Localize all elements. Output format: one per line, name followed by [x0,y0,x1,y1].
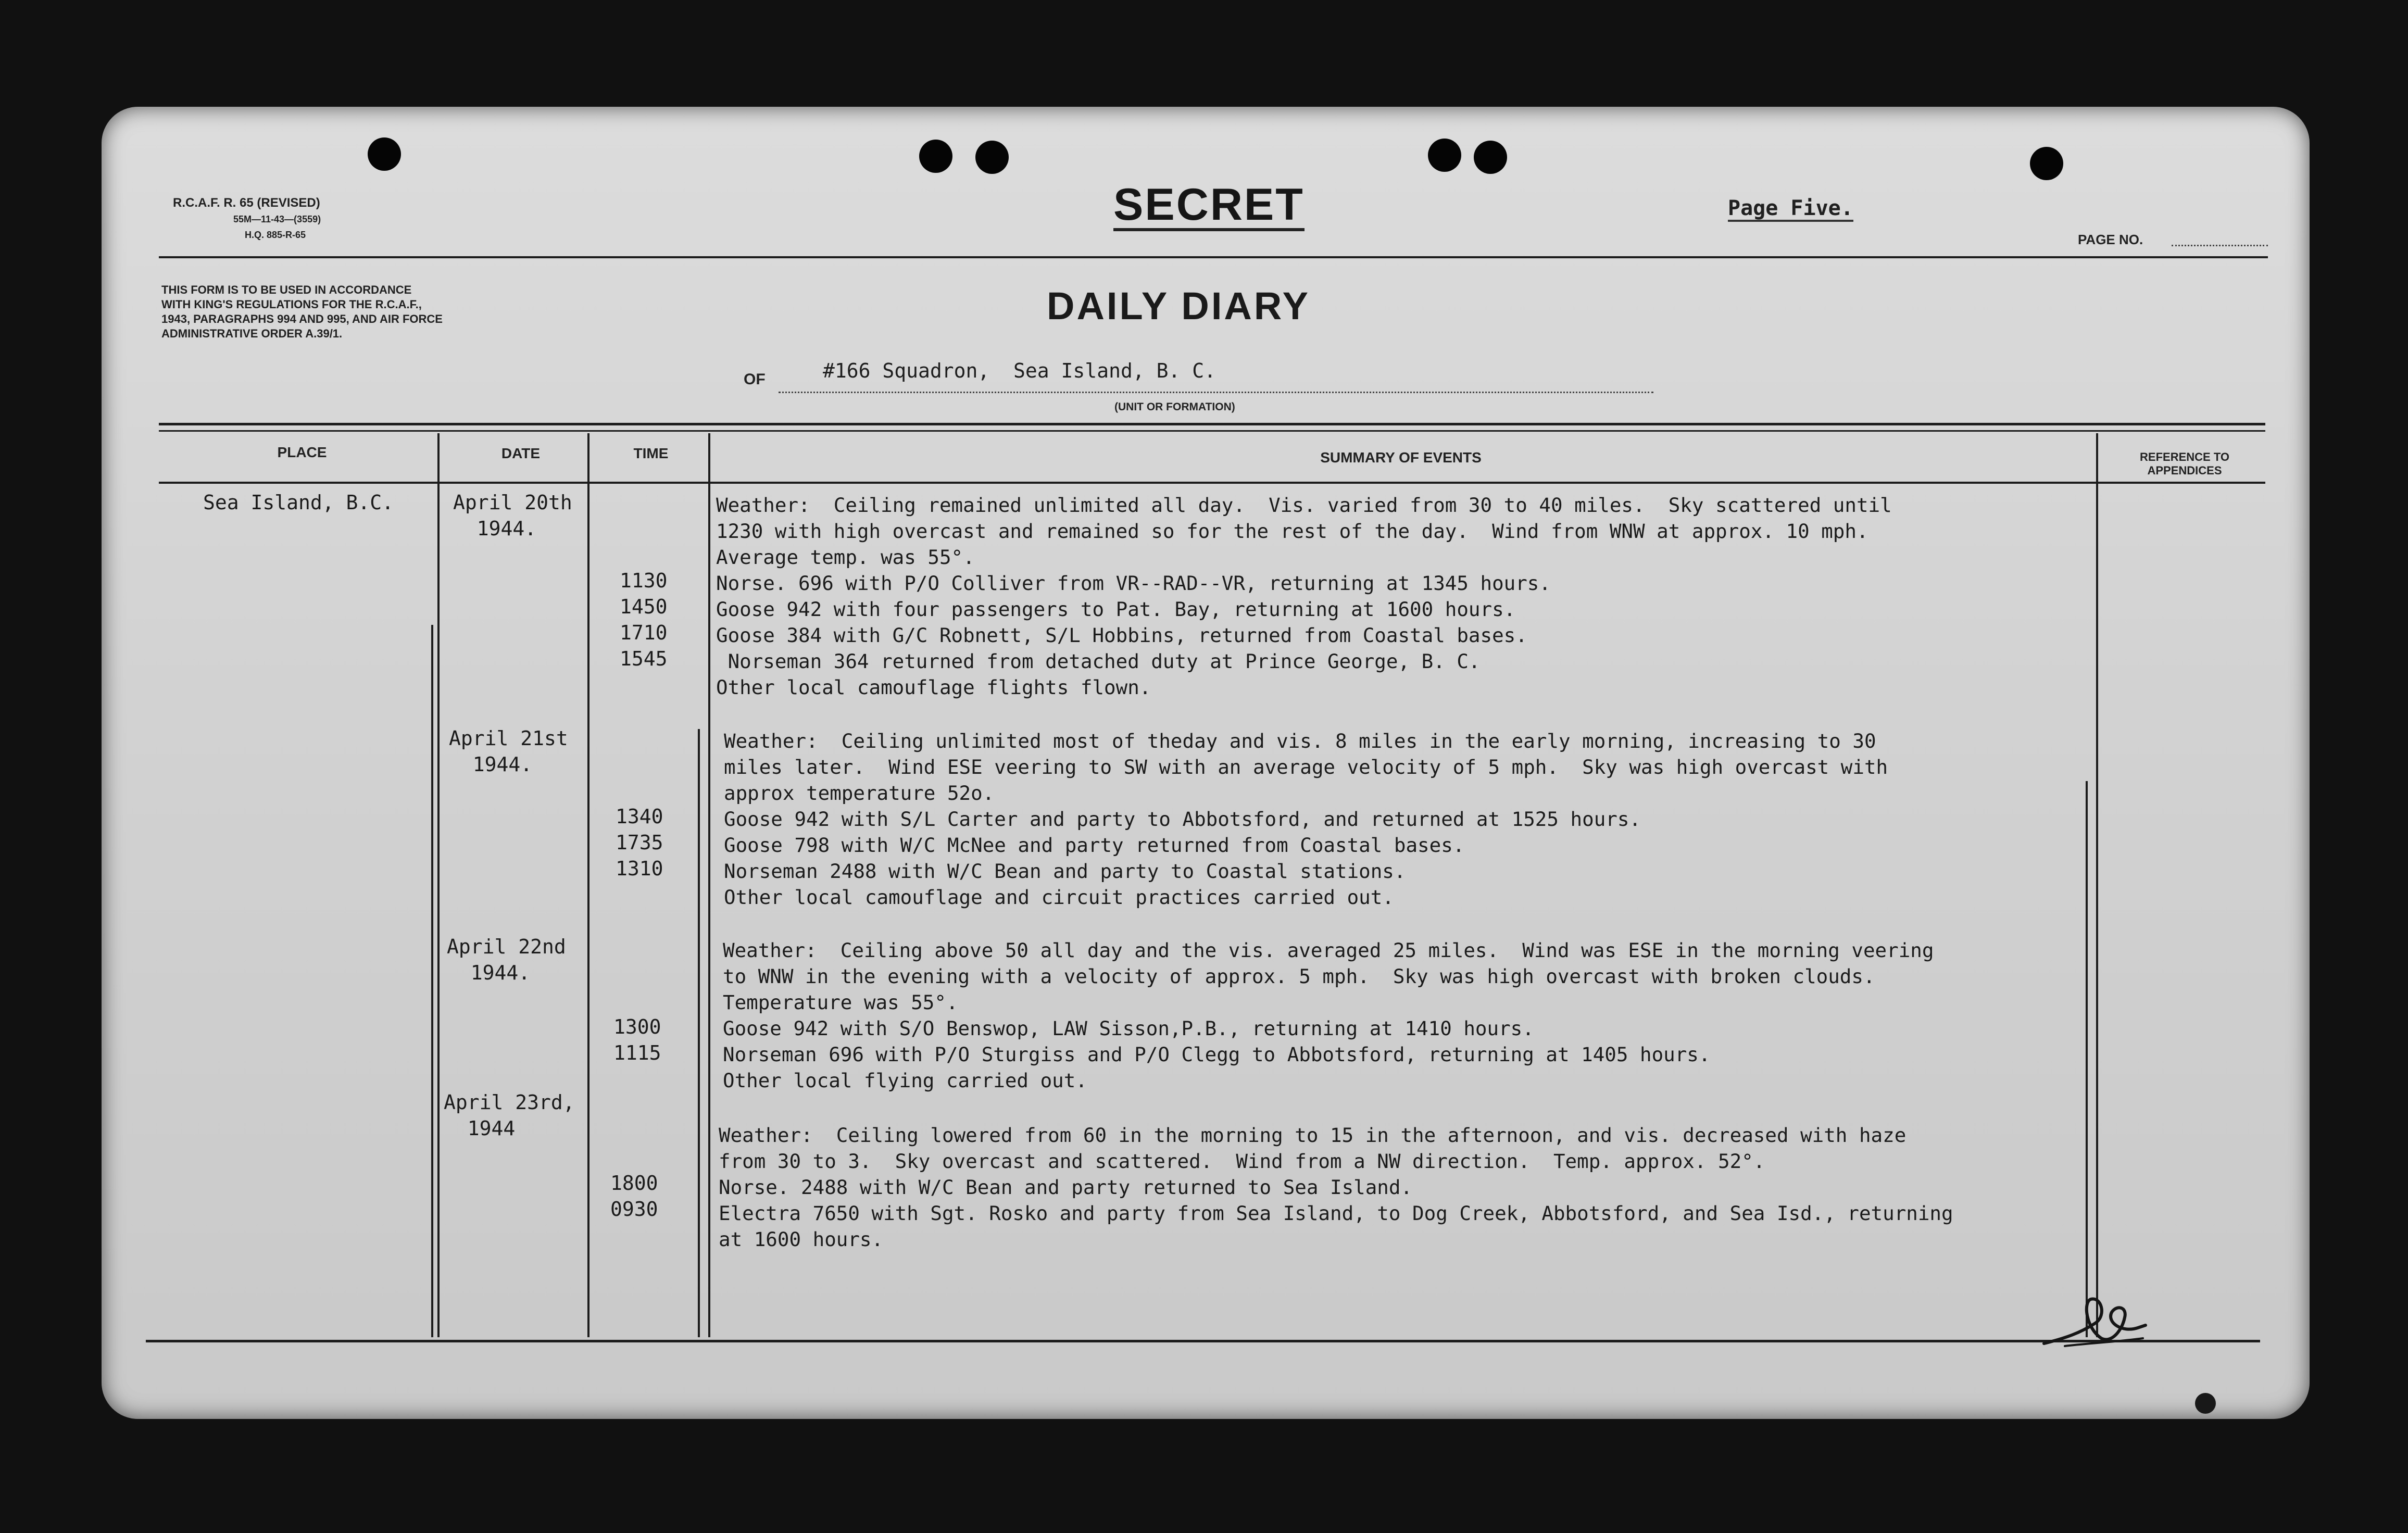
column-divider [2096,433,2098,1337]
date-cell: April 22nd 1944. [447,935,566,984]
table-top-rule [159,423,2265,425]
column-divider [2086,781,2088,1337]
punch-hole [975,141,1009,174]
page-no-label: PAGE NO. [2078,232,2143,247]
secret-heading: SECRET [1113,182,1305,231]
punch-hole [368,137,401,171]
date-cell: April 20th 1944. [453,491,572,540]
column-header-reference: REFERENCE TO APPENDICES [2140,450,2229,477]
date-cell: April 23rd, 1944 [444,1091,575,1140]
handwritten-initials [2034,1281,2159,1359]
punch-hole [1474,141,1507,174]
punch-hole [2030,147,2063,180]
column-header-date: DATE [501,445,541,461]
column-divider [698,729,700,1337]
punch-hole [1428,139,1461,172]
column-divider [708,433,710,1337]
form-code: H.Q. 885-R-65 [245,230,306,240]
page-title: DAILY DIARY [1047,284,1310,328]
date-cell: April 21st 1944. [449,727,568,776]
form-number: R.C.A.F. R. 65 (REVISED) [173,196,320,210]
page-label: Page Five. [1728,197,1853,222]
punch-hole [919,140,952,173]
time-cell: 1300 1115 [613,1015,661,1064]
form-code: 55M—11-43—(3559) [233,214,321,224]
column-header-time: TIME [633,445,669,461]
unit-caption: (UNIT OR FORMATION) [1114,401,1235,413]
header-rule [159,256,2268,258]
of-label: OF [744,371,766,388]
column-header-summary: SUMMARY OF EVENTS [1320,449,1482,466]
unit-name: #166 Squadron, Sea Island, B. C. [823,359,1216,382]
column-divider [431,625,433,1337]
time-cell: 1130 1450 1710 1545 [620,569,668,670]
unit-blank [779,392,1653,393]
form-instructions: THIS FORM IS TO BE USED IN ACCORDANCE WITH KING'S REGULATIONS FOR THE R.C.A.F., 1943, PARAGRAPHS 994 AND 995, AND AIR FORCE ADMINISTRATIVE ORDER A.39/1. [161,283,443,340]
time-cell: 1800 0930 [610,1172,658,1221]
time-cell: 1340 1735 1310 [616,805,663,880]
table-top-rule [159,430,2265,432]
summary-cell: Weather: Ceiling lowered from 60 in the morning to 15 in the afternoon, and vis. decreased with haze from 30 to 3. Sky overcast and scattered. Wind from a NW direction. Temp. approx. 52°. Norse. 2488 with W/C Bean and party returned to Sea Island. Electra 7650 with Sgt. Rosko and party from Sea Island, to Dog Creek, Abbotsford, and Sea Isd., returning at 1600 hours. [719,1124,1953,1251]
summary-cell: Weather: Ceiling remained unlimited all day. Vis. varied from 30 to 40 miles. Sky scattered until 1230 with high overcast and remained so for the rest of the day. Wind from WNW at approx. 10 mph. Average temp. was 55°. Norse. 696 with P/O Colliver from VR--RAD--VR, returning at 1345 hours. Goose 942 with four passengers to Pat. Bay, returning at 1600 hours. Goose 384 with G/C Robnett, S/L Hobbins, returned from Coastal bases. Norseman 364 returned from detached duty at Prince George, B. C. Other local camouflage flights flown. [716,494,1892,699]
ink-blot [2195,1393,2216,1414]
header-bottom-rule [159,482,2265,484]
table-bottom-rule [146,1340,2260,1342]
column-header-place: PLACE [277,444,327,460]
page-no-blank [2172,245,2268,246]
column-divider [587,433,590,1337]
summary-cell: Weather: Ceiling unlimited most of theday and vis. 8 miles in the early morning, increasing to 30 miles later. Wind ESE veering to SW with an average velocity of 5 mph. Sky was high overcast with approx temperature 52o. Goose 942 with S/L Carter and party to Abbotsford, and returned at 1525 hours. Goose 798 with W/C McNee and party returned from Coastal bases. Norseman 2488 with W/C Bean and party to Coastal stations. Other local camouflage and circuit practices carried out. [724,730,1888,909]
place-cell: Sea Island, B.C. [203,491,394,514]
summary-cell: Weather: Ceiling above 50 all day and the vis. averaged 25 miles. Wind was ESE in the morning veering to WNW in the evening with a velocity of approx. 5 mph. Sky was high overcast with broken clouds. Temperature was 55°. Goose 942 with S/O Benswop, LAW Sisson,P.B., returning at 1410 hours. Norseman 696 with P/O Sturgiss and P/O Clegg to Abbotsford, returning at 1405 hours. Other local flying carried out. [723,939,1934,1092]
column-divider [437,433,440,1337]
